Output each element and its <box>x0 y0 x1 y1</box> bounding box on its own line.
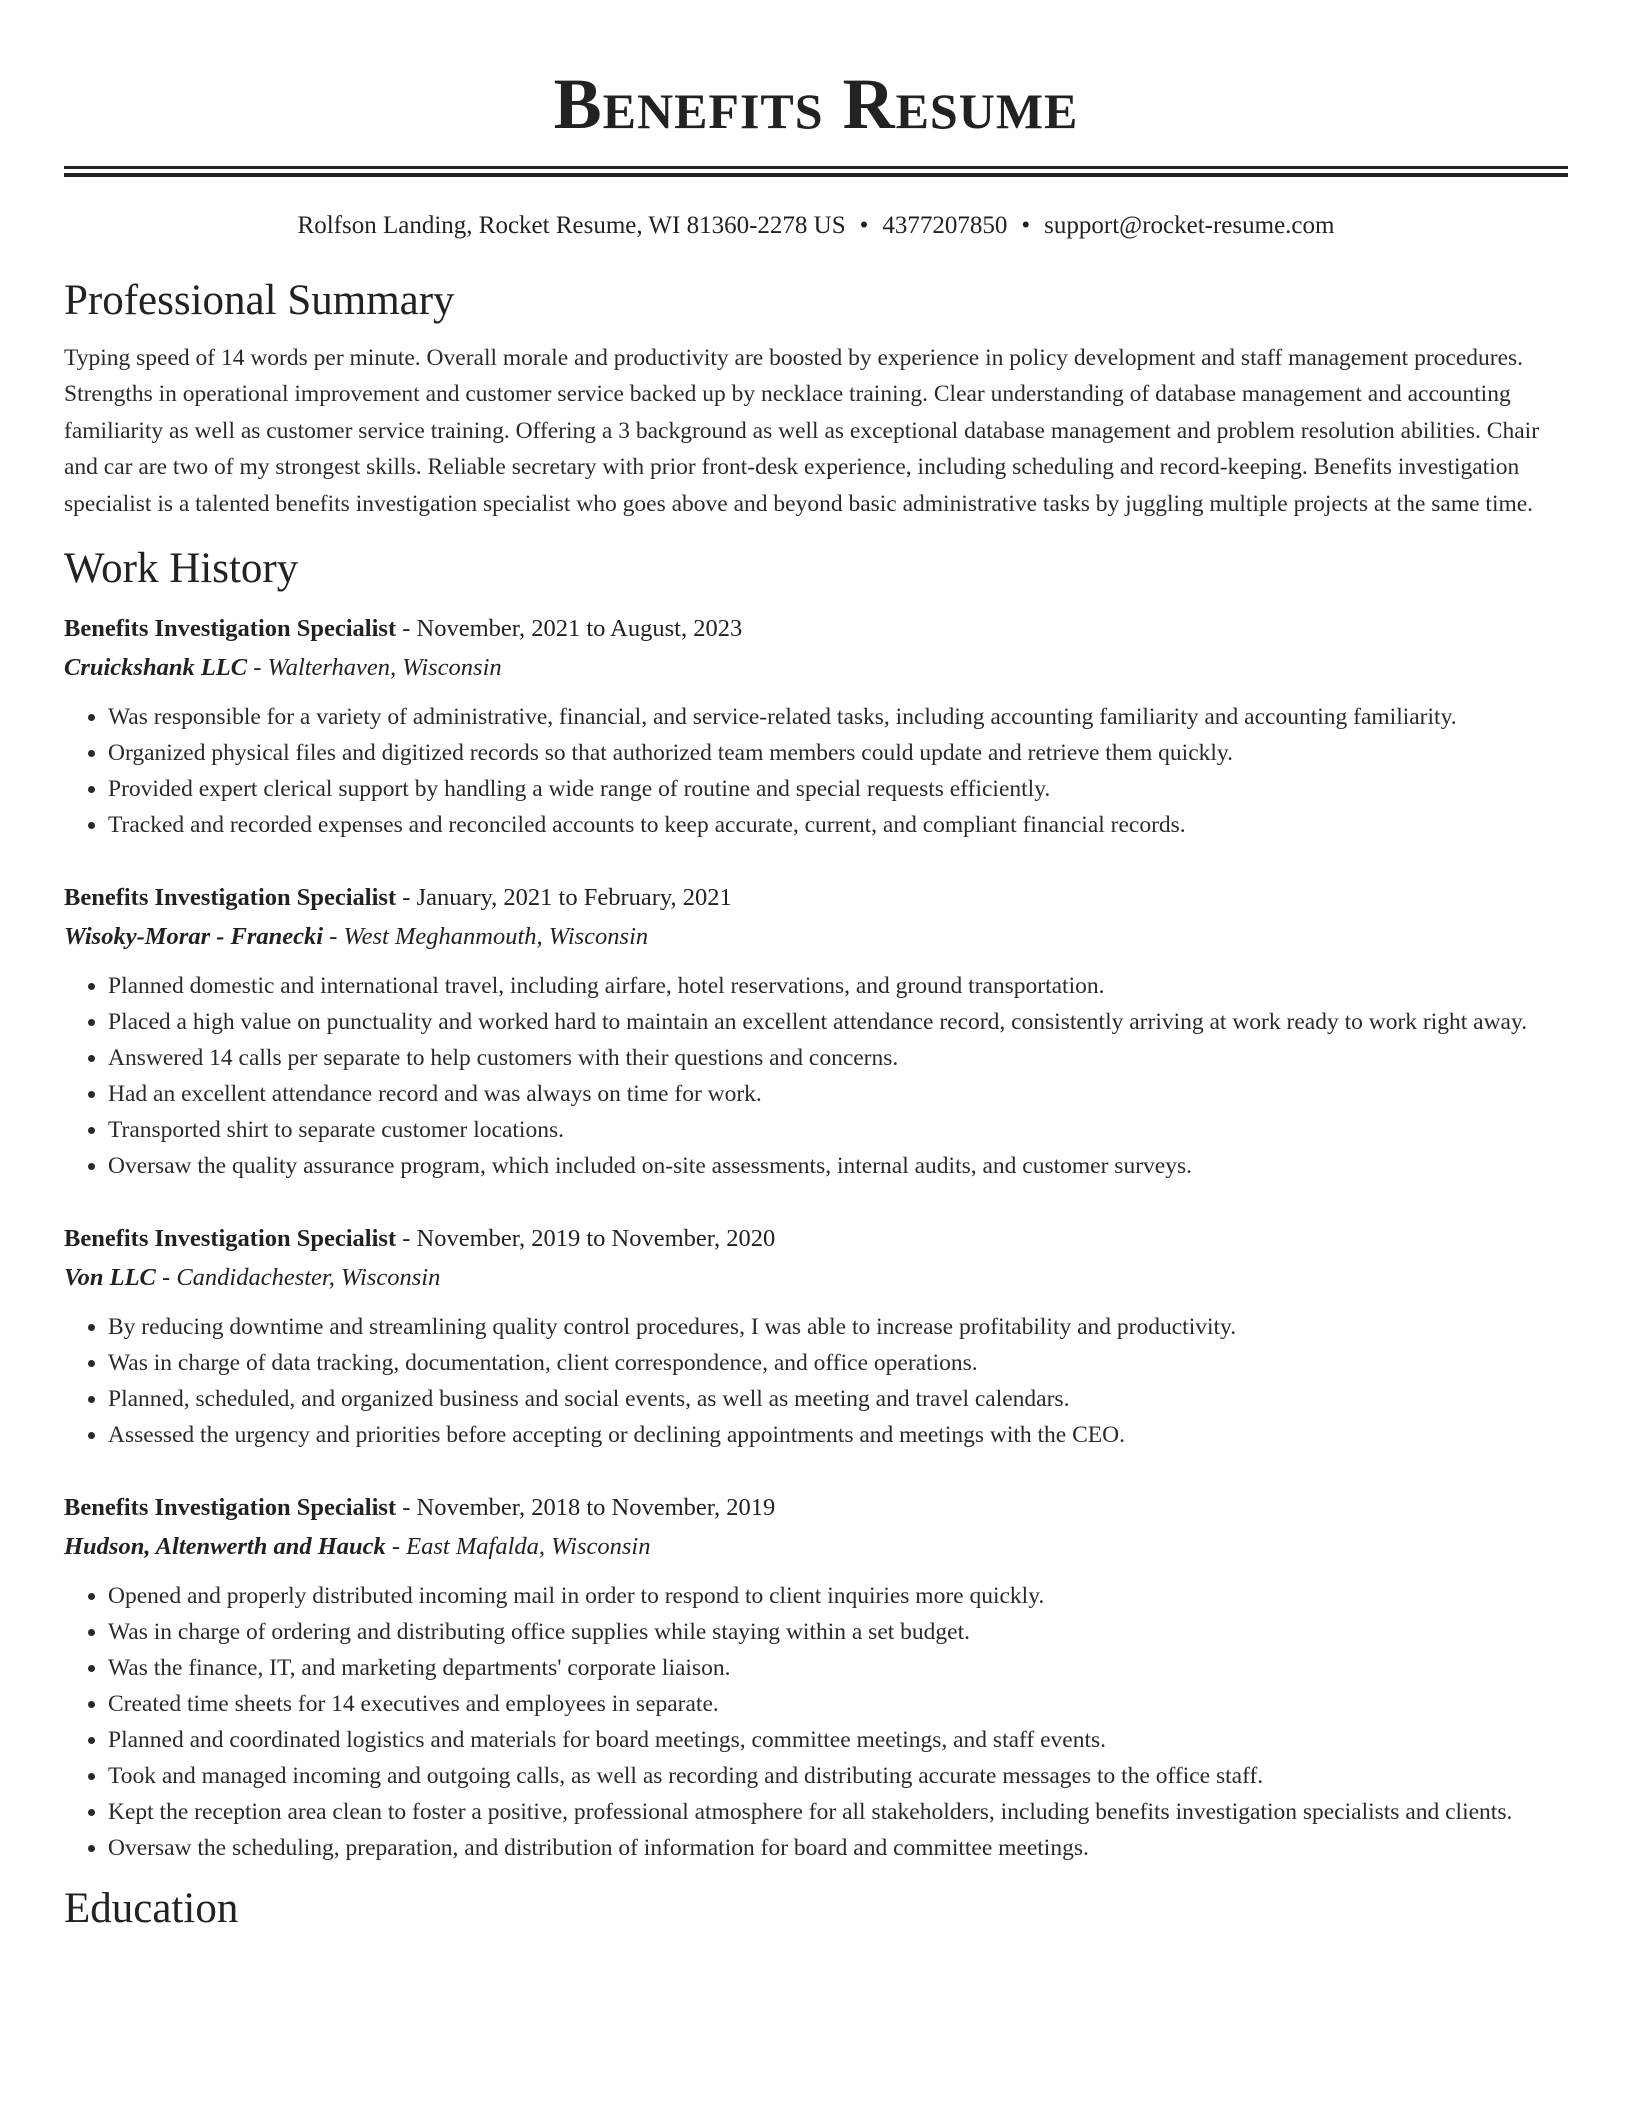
job-location: - Walterhaven, Wisconsin <box>247 654 502 682</box>
job-bullet: • Created time sheets for 14 executives and employees in separate. <box>108 1686 1568 1722</box>
job-bullet: • Took and managed incoming and outgoing calls, as well as recording and distributing accurate messages to the office staff. <box>108 1758 1568 1794</box>
job-entry <box>64 1489 1568 1866</box>
job-bullet: • Was responsible for a variety of administrative, financial, and service-related tasks, including accounting familiarity and accounting familiarity. <box>108 699 1568 735</box>
job-bullet: • Kept the reception area clean to foster a positive, professional atmosphere for all stakeholders, including benefits investigation specialists and clients. <box>108 1794 1568 1830</box>
job-bullet: • Tracked and recorded expenses and reconciled accounts to keep accurate, current, and compliant financial records. <box>108 807 1568 843</box>
job-bullet: • Was in charge of data tracking, documentation, client correspondence, and office operations. <box>108 1345 1568 1381</box>
job-role: Benefits Investigation Specialist <box>64 615 397 643</box>
job-bullets <box>64 1309 1568 1453</box>
job-title-line <box>64 610 1568 648</box>
work-history-heading: Work History <box>64 545 299 593</box>
resume-page <box>64 0 1568 1936</box>
contact-phone: 4377207850 <box>882 212 1008 239</box>
contact-address: Rolfson Landing, Rocket Resume, WI 81360-2278 US <box>297 212 846 239</box>
job-bullets <box>64 699 1568 843</box>
job-bullet: • Placed a high value on punctuality and worked hard to maintain an excellent attendance record, consistently arriving at work ready to work right away. <box>108 1004 1568 1040</box>
job-company-line <box>64 1258 1568 1298</box>
job-role: Benefits Investigation Specialist <box>64 884 397 912</box>
job-bullet: • Transported shirt to separate customer locations. <box>108 1112 1568 1148</box>
job-company: Von LLC <box>64 1264 156 1292</box>
title-divider <box>64 166 1568 177</box>
job-bullet: • Planned, scheduled, and organized business and social events, as well as meeting and travel calendars. <box>108 1381 1568 1417</box>
job-location: - Candidachester, Wisconsin <box>155 1264 441 1292</box>
job-bullet: • Assessed the urgency and priorities before accepting or declining appointments and meetings with the CEO. <box>108 1417 1568 1453</box>
job-title-line <box>64 1489 1568 1527</box>
summary-heading: Professional Summary <box>64 277 455 324</box>
job-bullet: • Oversaw the quality assurance program, which included on-site assessments, internal audits, and customer surveys. <box>108 1148 1568 1184</box>
job-company: Hudson, Altenwerth and Hauck <box>64 1533 386 1561</box>
job-role: Benefits Investigation Specialist <box>64 1225 397 1253</box>
job-bullet: • Was the finance, IT, and marketing departments' corporate liaison. <box>108 1650 1568 1686</box>
job-entry <box>64 1220 1568 1453</box>
job-bullet: • By reducing downtime and streamlining quality control procedures, I was able to increase profitability and productivity. <box>108 1309 1568 1345</box>
job-location: - East Mafalda, Wisconsin <box>385 1533 651 1561</box>
education-heading: Education <box>64 1885 239 1933</box>
job-title-line <box>64 1220 1568 1258</box>
contact-line <box>64 209 1568 243</box>
job-dates: - January, 2021 to February, 2021 <box>396 884 732 912</box>
job-bullet: • Opened and properly distributed incoming mail in order to respond to client inquiries more quickly. <box>108 1578 1568 1614</box>
job-bullet: • Had an excellent attendance record and was always on time for work. <box>108 1076 1568 1112</box>
job-entry <box>64 879 1568 1184</box>
job-company-line <box>64 648 1568 688</box>
job-bullet: • Planned domestic and international travel, including airfare, hotel reservations, and ground transportation. <box>108 968 1568 1004</box>
job-company-line <box>64 917 1568 957</box>
job-title-line <box>64 879 1568 917</box>
job-bullets <box>64 1578 1568 1866</box>
job-company-line <box>64 1527 1568 1567</box>
job-dates: - November, 2018 to November, 2019 <box>396 1494 776 1522</box>
job-bullet: • Oversaw the scheduling, preparation, and distribution of information for board and committee meetings. <box>108 1830 1568 1866</box>
summary-text: Typing speed of 14 words per minute. Overall morale and productivity are boosted by experience in policy development and staff management procedures. Strengths in operational improvement and customer service backed up by necklace training. Clear understanding of database management and accounting familiarity as well as customer service training. Offering a 3 background as well as exceptional database management and problem resolution abilities. Chair and car are two of my strongest skills. Reliable secretary with prior front-desk experience, including scheduling and record-keeping. Benefits investigation specialist is a talented benefits investigation specialist who goes above and beyond basic administrative tasks by juggling multiple projects at the same time. <box>64 345 1540 517</box>
contact-separator: • <box>1021 212 1031 239</box>
job-dates: - November, 2021 to August, 2023 <box>396 615 743 643</box>
job-bullet: • Provided expert clerical support by handling a wide range of routine and special requests efficiently. <box>108 771 1568 807</box>
job-bullet: • Organized physical files and digitized records so that authorized team members could update and retrieve them quickly. <box>108 735 1568 771</box>
job-role: Benefits Investigation Specialist <box>64 1494 397 1522</box>
job-bullets <box>64 968 1568 1184</box>
job-entry <box>64 610 1568 843</box>
job-company: Wisoky-Morar - Franecki <box>64 923 324 951</box>
job-company: Cruickshank LLC <box>64 654 248 682</box>
resume-title: Benefits Resume <box>553 64 1079 144</box>
job-bullet: • Was in charge of ordering and distributing office supplies while staying within a set budget. <box>108 1614 1568 1650</box>
job-location: - West Meghanmouth, Wisconsin <box>323 923 649 951</box>
contact-separator: • <box>859 212 869 239</box>
job-bullet: • Planned and coordinated logistics and materials for board meetings, committee meetings, and staff events. <box>108 1722 1568 1758</box>
job-dates: - November, 2019 to November, 2020 <box>396 1225 776 1253</box>
contact-email: support@rocket-resume.com <box>1044 212 1335 239</box>
job-bullet: • Answered 14 calls per separate to help customers with their questions and concerns. <box>108 1040 1568 1076</box>
